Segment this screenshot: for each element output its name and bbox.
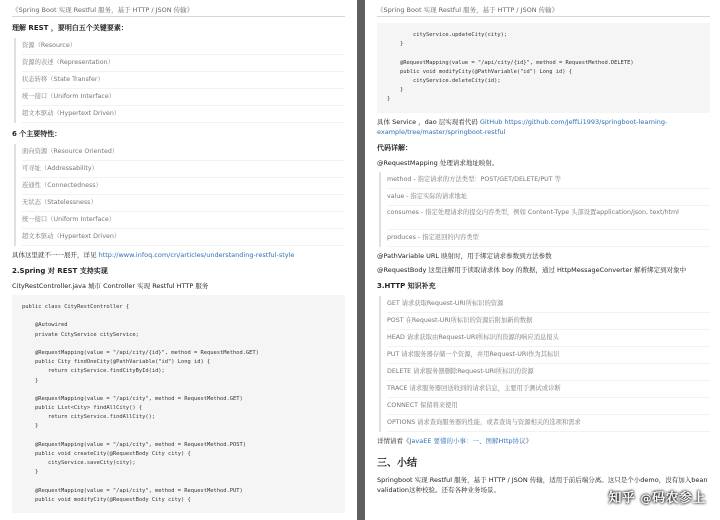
header-rule xyxy=(12,16,345,17)
code-block-left xyxy=(12,295,345,513)
code-line: @RequestMapping(value = "/api/city", method = RequestMethod.POST) xyxy=(22,441,246,448)
code-line: } xyxy=(22,469,39,476)
list-item: CONNECT 保留将来使用 xyxy=(387,398,710,415)
list-item: 统一接口（Uniform Interface） xyxy=(22,89,345,106)
code-detail-heading: 代码详解： xyxy=(377,143,412,152)
code-line xyxy=(387,49,700,58)
list-item: TRACE 请求服务器回送收到的请求信息，主要用于测试或诊断 xyxy=(387,381,710,398)
list-item: 可寻址（Addressability） xyxy=(22,161,345,178)
list-item: produces - 指定返回的内容类型 xyxy=(387,230,710,247)
code-line: @RequestMapping(value = "/api/city/{id}", method = RequestMethod.GET) xyxy=(22,349,259,356)
list-item: 超文本驱动（Hypertext Driven） xyxy=(22,229,345,246)
spring-rest-heading: 2.Spring 对 REST 支持实现 xyxy=(12,267,108,275)
running-head-right: 《Spring Boot 实现 Restful 服务，基于 HTTP / JSON 传输》 xyxy=(377,6,559,14)
code-line: } xyxy=(22,423,39,430)
code-line: @RequestMapping(value = "/api/city/{id}", method = RequestMethod.DELETE) xyxy=(387,59,634,66)
features-list xyxy=(14,144,345,246)
features-heading: 6 个主要特性： xyxy=(12,130,62,138)
request-body-text: @RequestBody 这里注解用于读取请求体 boy 的数据，通过 HttpMessageConverter 解析绑定到对象中 xyxy=(377,265,687,274)
code-line: cityService.deleteCity(id); xyxy=(387,77,501,84)
code-line: public City findOneCity(@PathVariable("id") Long id) { xyxy=(22,359,211,366)
list-item: 无状态（Statelessness） xyxy=(22,195,345,212)
code-line: cityService.updateCity(city); xyxy=(387,32,508,38)
service-text: 具体 Service ，dao 层实现看代码 xyxy=(377,117,478,126)
left-page xyxy=(0,0,357,520)
header-rule xyxy=(377,16,710,17)
list-item: 资源（Resource） xyxy=(22,38,345,55)
list-item: 超文本驱动（Hypertext Driven） xyxy=(22,106,345,123)
watermark-author: 码农参上 xyxy=(651,491,706,506)
code-line: return cityService.findCityById(id); xyxy=(22,368,165,375)
code-line: private CityService cityService; xyxy=(22,331,139,338)
watermark-platform: 知乎 xyxy=(608,491,636,506)
summary-text: Springboot 实现 Restful 服务，基于 HTTP / JSON 传输，适用于前后端分离。这只是个小demo，没有加入bean validation这种校验。还有各种业务场景。 xyxy=(377,475,708,494)
code-line xyxy=(22,478,335,487)
code-line: } xyxy=(387,87,404,94)
list-item: HEAD 请求获取由Request-URI所标识的资源的响应消息报头 xyxy=(387,330,710,347)
code-line: } xyxy=(22,377,39,384)
summary-heading: 三、小结 xyxy=(377,457,417,469)
list-item: consumes - 指定处理请求的提交内容类型，例如 Content-Type 头部设置application/json, text/html xyxy=(387,206,710,230)
detail-prefix: 详情请看《 xyxy=(377,436,410,445)
details-text: 具体这里就不一一展开，详见 xyxy=(12,251,97,259)
details-paragraph xyxy=(12,250,345,260)
code-line: @RequestMapping(value = "/api/city", method = RequestMethod.PUT) xyxy=(22,487,243,494)
list-item: GET 请求获取Request-URI所标识的资源 xyxy=(387,296,710,313)
list-item: POST 在Request-URI所标识的资源后附加新的数据 xyxy=(387,313,710,330)
right-page xyxy=(365,0,720,520)
code-line: public void modifyCity(@PathVariable("id") Long id) { xyxy=(387,68,572,75)
code-line: public void createCity(@RequestBody City city) { xyxy=(22,451,191,457)
list-item: value - 指定实际的请求地址 xyxy=(387,189,710,206)
list-item: OPTIONS 请求查询服务器的性能，或者查询与资源相关的选项和需求 xyxy=(387,415,710,432)
list-item: 状态转移（State Transfer） xyxy=(22,72,345,89)
rest-elements-heading: 理解 REST ，要明白五个关键要素： xyxy=(12,24,128,32)
running-head-left: 《Spring Boot 实现 Restful 服务，基于 HTTP / JSON 传输》 xyxy=(12,6,194,14)
code-line: } xyxy=(387,96,391,103)
http-methods-list xyxy=(379,296,710,432)
code-line: @Autowired xyxy=(22,322,68,329)
code-line: cityService.saveCity(city); xyxy=(22,460,136,467)
code-line: public void modifyCity(@RequestBody City city) { xyxy=(22,496,191,503)
code-block-right xyxy=(377,23,710,113)
request-mapping-text: @RequestMapping 处理请求地址映射。 xyxy=(377,158,499,167)
path-variable-text: @PathVariable URL 映射时，用于绑定请求参数到方法参数 xyxy=(377,251,552,260)
code-line: } xyxy=(387,41,404,48)
code-line: @RequestMapping(value = "/api/city", method = RequestMethod.GET) xyxy=(22,395,243,402)
http-article-link[interactable]: JavaEE 要懂的小事：一、图解Http协议 xyxy=(409,436,526,445)
code-line xyxy=(22,340,335,349)
detail-suffix: 》 xyxy=(525,436,533,445)
rest-elements-list xyxy=(14,38,345,123)
code-line: return cityService.findAllCity(); xyxy=(22,414,156,421)
request-mapping-list xyxy=(379,172,710,247)
watermark-at: @ xyxy=(640,492,652,505)
service-paragraph xyxy=(377,117,710,137)
list-item: DELETE 请求服务器删除Request-URI所标识的资源 xyxy=(387,364,710,381)
list-item: 连通性（Connectedness） xyxy=(22,178,345,195)
code-line: public class CityRestController { xyxy=(22,304,130,310)
code-line xyxy=(22,432,335,441)
github-link[interactable]: GitHub https://github.com/JeffLi1993/springboot-learning-example/tree/master/springboot-restful xyxy=(377,117,668,136)
list-item: PUT 请求服务器存储一个资源，并用Request-URI作为其标识 xyxy=(387,347,710,364)
list-item: 统一接口（Uniform Interface） xyxy=(22,212,345,229)
list-item: method - 指定请求的方法类型：POST/GET/DELETE/PUT 等 xyxy=(387,172,710,189)
page-gutter xyxy=(357,0,365,520)
detail-reference xyxy=(377,436,710,446)
code-line: public List<City> findAllCity() { xyxy=(22,405,143,412)
code-line xyxy=(22,312,335,321)
http-heading: 3.HTTP 知识补充 xyxy=(377,281,436,290)
infoq-link[interactable]: http://www.infoq.com/cn/articles/understanding-restful-style xyxy=(98,251,295,259)
code-line xyxy=(22,386,335,395)
zhihu-watermark xyxy=(608,487,706,506)
list-item: 面向资源（Resource Oriented） xyxy=(22,144,345,161)
list-item: 资源的表述（Representation） xyxy=(22,55,345,72)
controller-description: CityRestController.java 城市 Controller 实现 Restful HTTP 服务 xyxy=(12,282,209,290)
